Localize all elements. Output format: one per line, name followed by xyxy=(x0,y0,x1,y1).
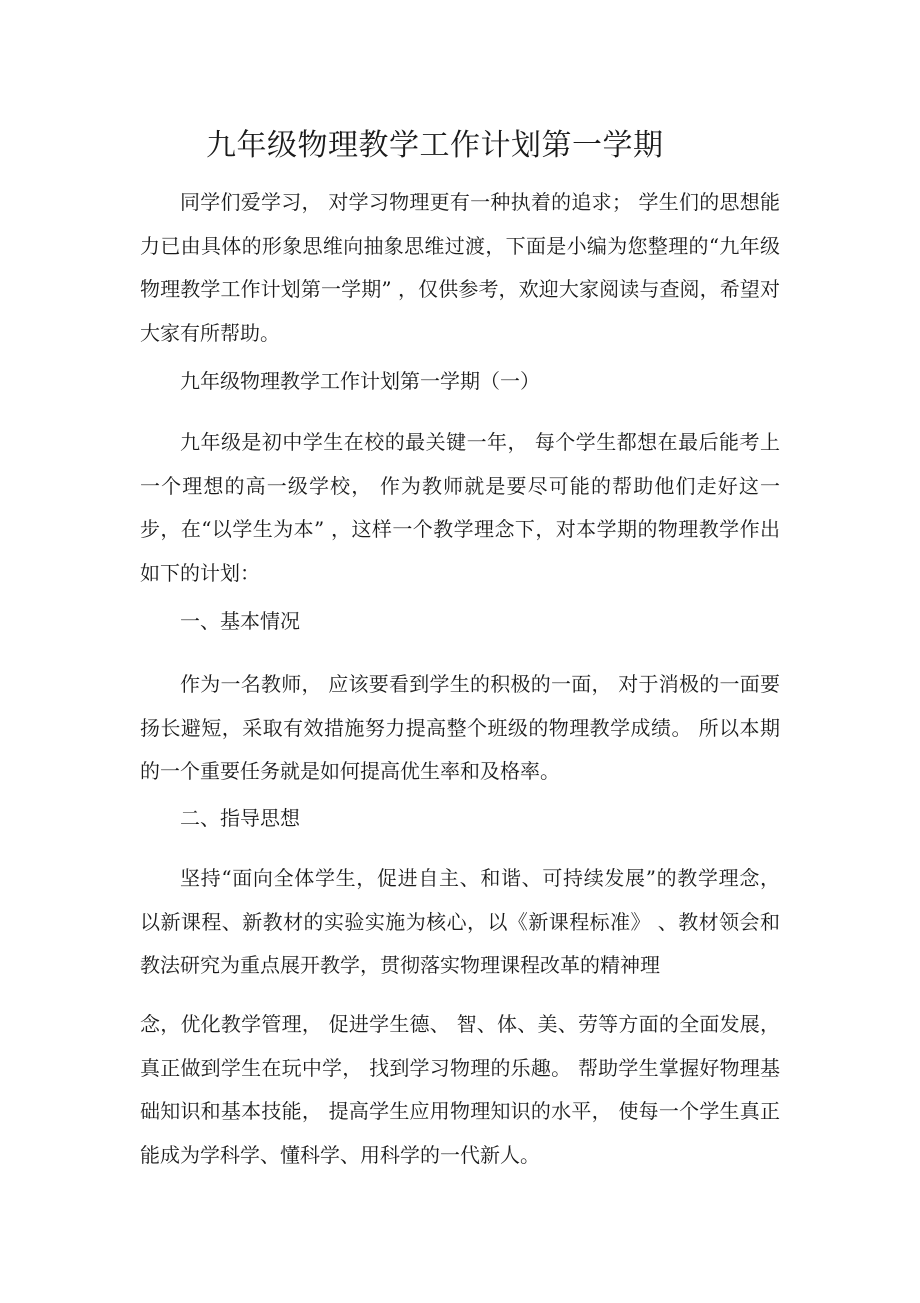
paragraph-3: 坚持“面向全体学生，促进自主、和谐、可持续发展”的教学理念，以新课程、新教材的实验实施为核心，以《新课程标准》 、教材领会和教法研究为重点展开教学，贯彻落实物理课程改革的精神理 xyxy=(140,866,780,977)
paragraph-2: 作为一名教师， 应该要看到学生的积极的一面， 对于消极的一面要扬长避短，采取有效措施努力提高整个班级的物理教学成绩。 所以本期的一个重要任务就是如何提高优生率和及格率。 xyxy=(140,672,780,783)
paragraph-4: 念，优化教学管理， 促进学生德、 智、体、美、劳等方面的全面发展，真正做到学生在玩中学， 找到学习物理的乐趣。 帮助学生掌握好物理基础知识和基本技能， 提高学生应用物理知识的水平， 使每一个学生真正能成为学科学、懂科学、用科学的一代新人。 xyxy=(140,1012,780,1167)
paragraph-1: 九年级是初中学生在校的最关键一年， 每个学生都想在最后能考上一个理想的高一级学校， 作为教师就是要尽可能的帮助他们走好这一步，在“以学生为本” ，这样一个教学理念下，对本学期的物理教学作出如下的计划： xyxy=(140,430,780,585)
intro-paragraph: 同学们爱学习， 对学习物理更有一种执着的追求； 学生们的思想能力已由具体的形象思维向抽象思维过渡，下面是小编为您整理的“九年级物理教学工作计划第一学期” ，仅供参考，欢迎大家阅读与查阅，希望对大家有所帮助。 xyxy=(140,190,780,345)
document-title: 九年级物理教学工作计划第一学期 xyxy=(206,128,664,163)
heading-basic-situation: 一、基本情况 xyxy=(180,609,300,633)
heading-guiding-ideology: 二、指导思想 xyxy=(180,806,300,830)
section-title: 九年级物理教学工作计划第一学期（一） xyxy=(180,369,540,393)
